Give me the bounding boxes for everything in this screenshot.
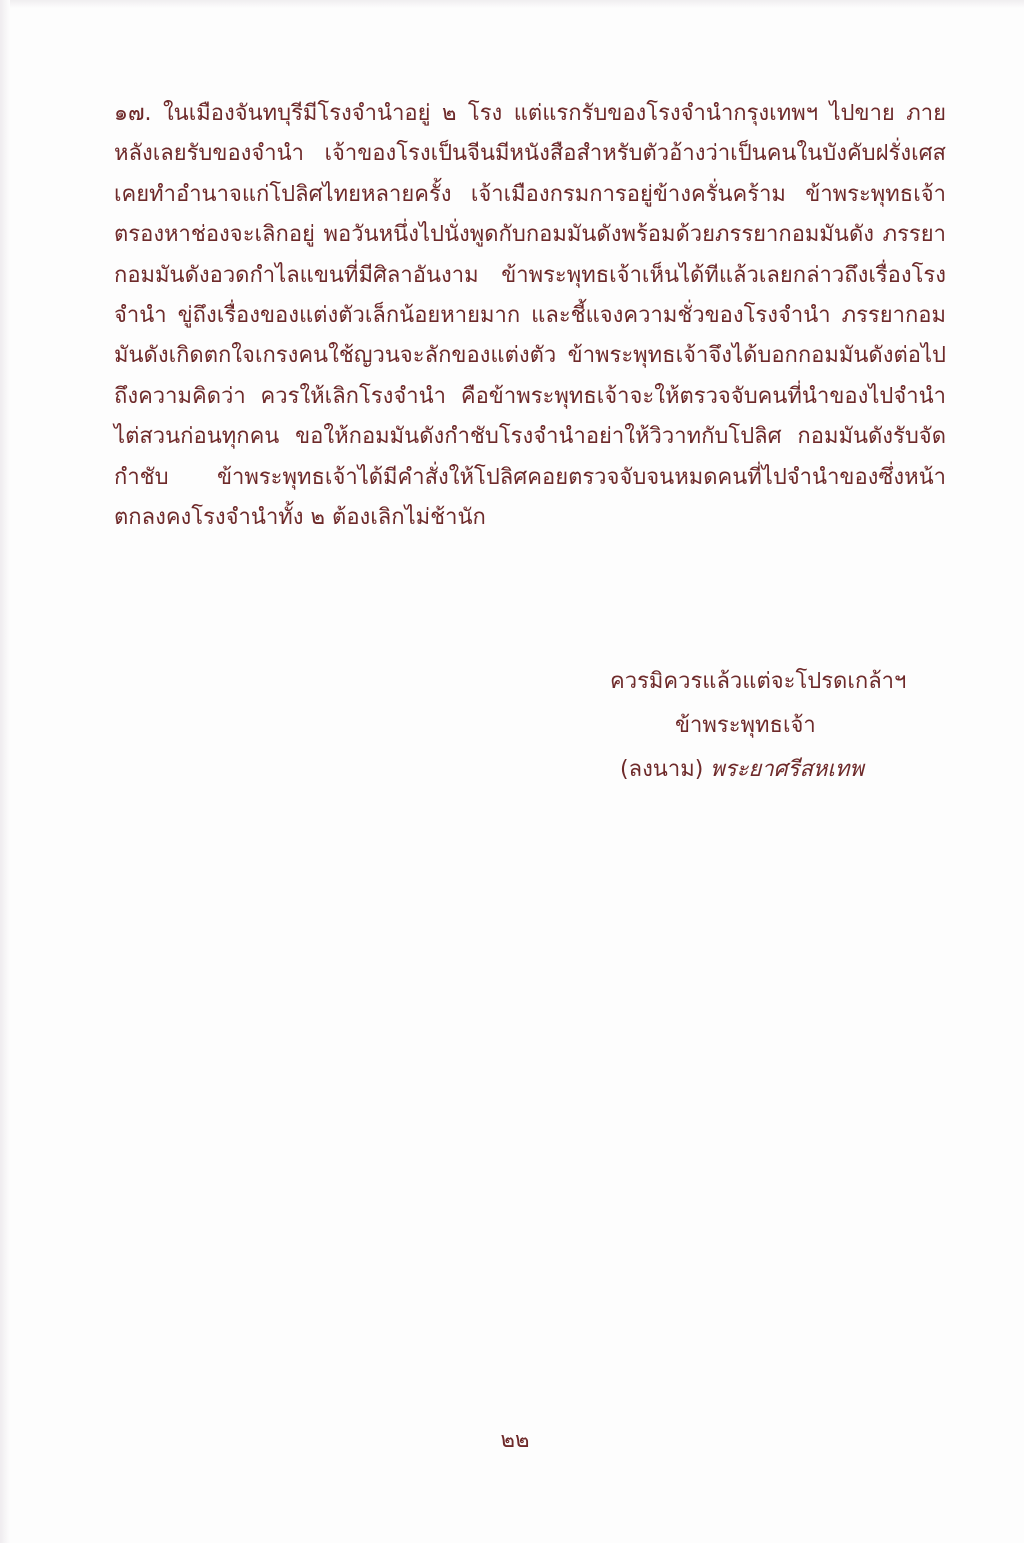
page-edge-top bbox=[0, 0, 1024, 8]
signed-prefix: (ลงนาม) bbox=[620, 757, 704, 782]
signature-block bbox=[560, 660, 940, 792]
sender-line: ข้าพระพุทธเจ้า bbox=[675, 713, 816, 738]
closing-line: ควรมิควรแล้วแต่จะโปรดเกล้าฯ bbox=[610, 669, 907, 694]
page-number: ๒๒ bbox=[500, 1428, 530, 1453]
body-paragraph: ๑๗. ในเมืองจันทบุรีมีโรงจำนำอยู่ ๒ โรง แต่แรกรับของโรงจำนำกรุงเทพฯ ไปขาย ภายหลังเลยรับของจำนำ เจ้าของโรงเป็นจีนมีหนังสือสำหรับตัวอ้างว่าเป็นคนในบังคับฝรั่งเศส เคยทำอำนาจแก่โปลิศไทยหลายครั้ง เจ้าเมืองกรมการอยู่ข้างครั่นคร้าม ข้าพระพุทธเจ้าตรองหาช่องจะเลิกอยู่ พอวันหนึ่งไปนั่งพูดกับกอมมันดังพร้อมด้วยภรรยากอมมันดัง ภรรยากอมมันดังอวดกำไลแขนที่มีศิลาอันงาม ข้าพระพุทธเจ้าเห็นได้ทีแล้วเลยกล่าวถึงเรื่องโรงจำนำ ขู่ถึงเรื่องของแต่งตัวเล็กน้อยหายมาก และชี้แจงความชั่วของโรงจำนำ ภรรยากอมมันดังเกิดตกใจเกรงคนใช้ญวนจะลักของแต่งตัว ข้าพระพุทธเจ้าจึงได้บอกกอมมันดังต่อไปถึงความคิดว่า ควรให้เลิกโรงจำนำ คือข้าพระพุทธเจ้าจะให้ตรวจจับคนที่นำของไปจำนำไต่สวนก่อนทุกคน ขอให้กอมมันดังกำชับโรงจำนำอย่าให้วิวาทกับโปลิศ กอมมันดังรับจัดกำชับ ข้าพระพุทธเจ้าได้มีคำสั่งให้โปลิศคอยตรวจจับจนหมดคนที่ไปจำนำของซึ่งหน้า ตกลงคงโรงจำนำทั้ง ๒ ต้องเลิกไม่ช้านัก bbox=[114, 101, 946, 531]
page-edge-left bbox=[0, 0, 10, 1543]
signed-name: พระยาศรีสหเทพ bbox=[710, 757, 864, 782]
signed-line bbox=[560, 748, 940, 792]
